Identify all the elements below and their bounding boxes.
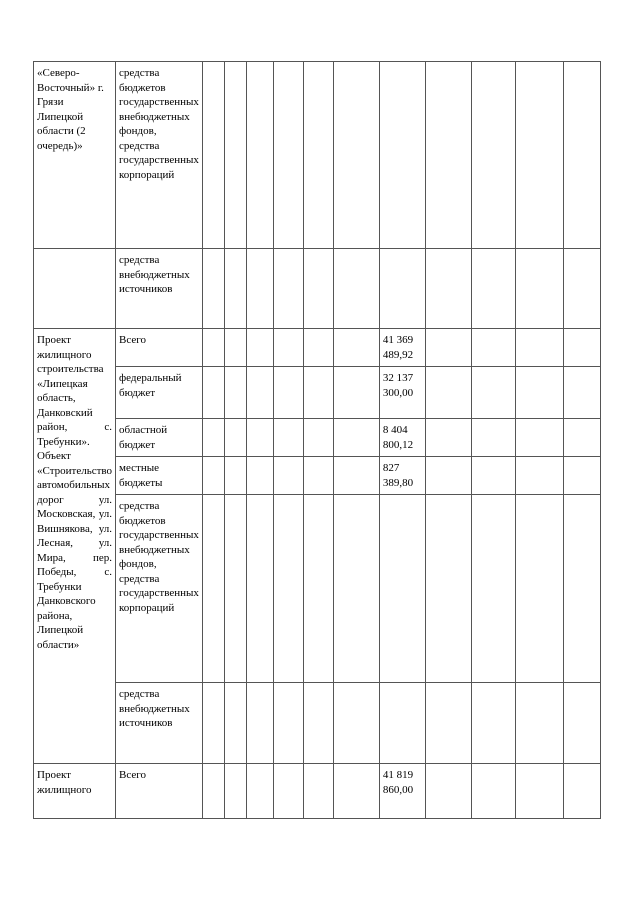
table-row <box>34 457 601 495</box>
table-row <box>34 495 601 683</box>
amount-cell: 41 369 489,92 <box>379 329 425 367</box>
amount-cell <box>379 62 425 249</box>
table-row <box>34 764 601 819</box>
funding-source-cell: средства внебюджетных источников <box>116 249 203 329</box>
funding-source-cell: местные бюджеты <box>116 457 203 495</box>
table-row <box>34 249 601 329</box>
table-row <box>34 419 601 457</box>
amount-cell <box>379 249 425 329</box>
funding-source-cell: средства внебюджетных источников <box>116 683 203 764</box>
table-row <box>34 683 601 764</box>
amount-cell: 8 404 800,12 <box>379 419 425 457</box>
amount-cell <box>379 495 425 683</box>
table-row <box>34 329 601 367</box>
project-name-cell: «Северо-Восточный» г. Грязи Липецкой области (2 очередь)» <box>34 62 116 249</box>
amount-cell <box>379 683 425 764</box>
budget-table <box>33 61 601 819</box>
amount-cell: 41 819 860,00 <box>379 764 425 819</box>
project-name-cell: Проект жилищного строительства «Липецкая область, Данковский район, с. Требунки». Объект «Строительство автомобильных дорог ул. Московская, ул. Вишнякова, ул. Лесная, ул. Мира, пер. Победы, с. Требунки Данковского района, Липецкой области» <box>34 329 116 764</box>
funding-source-cell: областной бюджет <box>116 419 203 457</box>
funding-source-cell: Всего <box>116 764 203 819</box>
amount-cell: 32 137 300,00 <box>379 367 425 419</box>
funding-source-cell: средства бюджетов государственных внебюджетных фондов, средства государственных корпораций <box>116 495 203 683</box>
funding-source-cell: средства бюджетов государственных внебюджетных фондов, средства государственных корпораций <box>116 62 203 249</box>
table-row <box>34 367 601 419</box>
project-name-cell: Проект жилищного <box>34 764 116 819</box>
amount-cell: 827 389,80 <box>379 457 425 495</box>
funding-source-cell: федеральный бюджет <box>116 367 203 419</box>
funding-source-cell: Всего <box>116 329 203 367</box>
table-row <box>34 62 601 249</box>
project-name-cell <box>34 249 116 329</box>
